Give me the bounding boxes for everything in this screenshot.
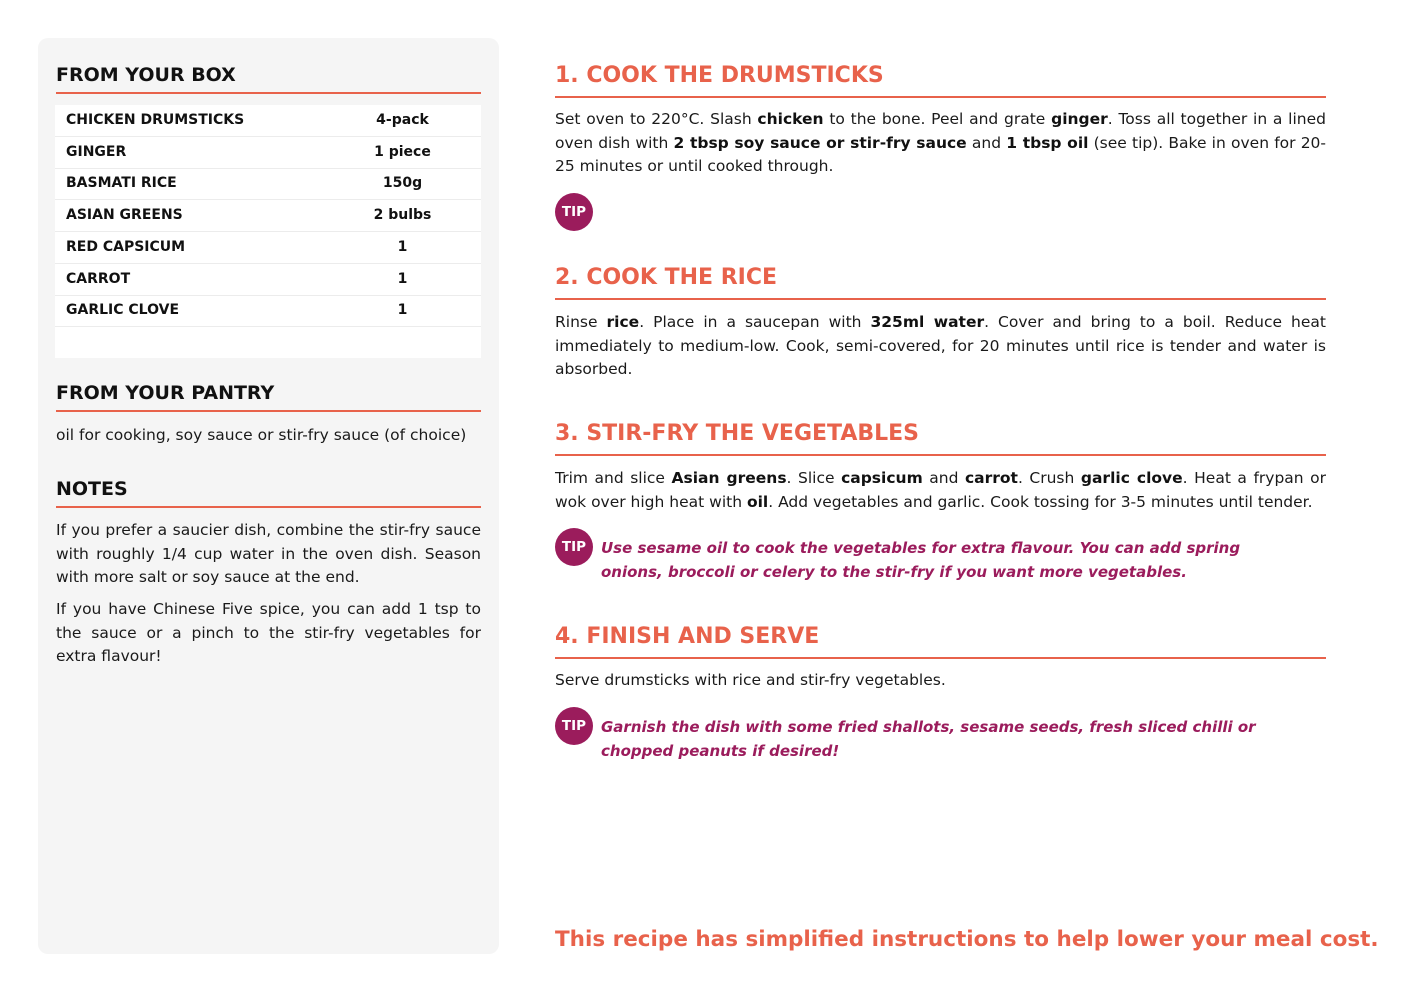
step-1-body: Set oven to 220°C. Slash chicken to the bone. Peel and grate ginger. Toss all together in a lined oven dish with 2 tbsp soy sauce or stir-fry sauce and 1 tbsp oil (see tip). Bake in oven for 20-25 minutes or until cooked through. xyxy=(555,110,1327,175)
ingredients-table xyxy=(55,105,481,358)
ingredient-row xyxy=(55,105,481,137)
step-4-title: 4. FINISH AND SERVE xyxy=(555,624,1326,659)
step-3-body: Trim and slice Asian greens. Slice capsicum and carrot. Crush garlic clove. Heat a frypan or wok over high heat with oil. Add vegetables and garlic. Cook tossing for 3-5 minutes until tender. xyxy=(555,469,1327,511)
ingredient-row xyxy=(55,137,481,169)
ingredient-quantity: 2 bulbs xyxy=(373,207,432,224)
step-3-tip-badge: TIP xyxy=(555,528,593,566)
ingredient-row xyxy=(55,264,481,296)
step-4-body: Serve drumsticks with rice and stir-fry vegetables. xyxy=(555,671,946,689)
ingredient-quantity: 4-pack xyxy=(376,112,429,128)
ingredient-name: BASMATI RICE xyxy=(66,175,177,192)
step-1-tip-badge: TIP xyxy=(555,193,593,231)
ingredient-name: CHICKEN DRUMSTICKS xyxy=(66,112,245,128)
ingredient-quantity: 1 xyxy=(397,238,408,255)
ingredient-quantity: 1 xyxy=(397,270,408,287)
ingredient-name: GARLIC CLOVE xyxy=(66,302,180,319)
step-4-tip-badge: TIP xyxy=(555,707,593,745)
step-3-tip-text: Use sesame oil to cook the vegetables for extra flavour. You can add spring onions, broccoli or celery to the stir-fry if you want more vegetables. xyxy=(601,539,1241,581)
ingredient-name: CARROT xyxy=(66,270,131,287)
step-2-body: Rinse rice. Place in a saucepan with 325ml water. Cover and bring to a boil. Reduce heat immediately to medium-low. Cook, semi-covered, for 20 minutes until rice is tender and water is absorbed. xyxy=(555,313,1326,378)
ingredient-quantity: 150g xyxy=(382,175,423,192)
note-paragraph-2: If you have Chinese Five spice, you can add 1 tsp to the sauce or a pinch to the stir-fry vegetables for extra flavour! xyxy=(56,600,481,665)
from-your-box-title: FROM YOUR BOX xyxy=(56,64,481,94)
ingredient-name: GINGER xyxy=(66,143,127,160)
from-your-pantry-title: FROM YOUR PANTRY xyxy=(56,382,481,412)
step-2-title: 2. COOK THE RICE xyxy=(555,265,1326,300)
ingredient-row xyxy=(55,168,481,200)
note-paragraph-1: If you prefer a saucier dish, combine the stir-fry sauce with roughly 1/4 cup water in the oven dish. Season with more salt or soy sauce at the end. xyxy=(56,521,481,586)
ingredient-quantity: 1 piece xyxy=(374,143,431,160)
step-4-tip-text: Garnish the dish with some fried shallots, sesame seeds, fresh sliced chilli or chopped peanuts if desired! xyxy=(601,718,1256,760)
pantry-items: oil for cooking, soy sauce or stir-fry sauce (of choice) xyxy=(56,426,467,444)
notes-title: NOTES xyxy=(56,478,481,508)
ingredient-row xyxy=(55,295,481,327)
step-1-title: 1. COOK THE DRUMSTICKS xyxy=(555,63,1326,98)
ingredients-panel xyxy=(38,38,499,954)
ingredient-quantity: 1 xyxy=(397,302,408,319)
ingredient-row xyxy=(55,232,481,264)
step-3-title: 3. STIR-FRY THE VEGETABLES xyxy=(555,421,1326,456)
ingredient-name: RED CAPSICUM xyxy=(66,238,186,255)
footer-note: This recipe has simplified instructions to help lower your meal cost. xyxy=(555,927,1379,952)
ingredient-row xyxy=(55,200,481,232)
ingredient-name: ASIAN GREENS xyxy=(66,207,183,224)
